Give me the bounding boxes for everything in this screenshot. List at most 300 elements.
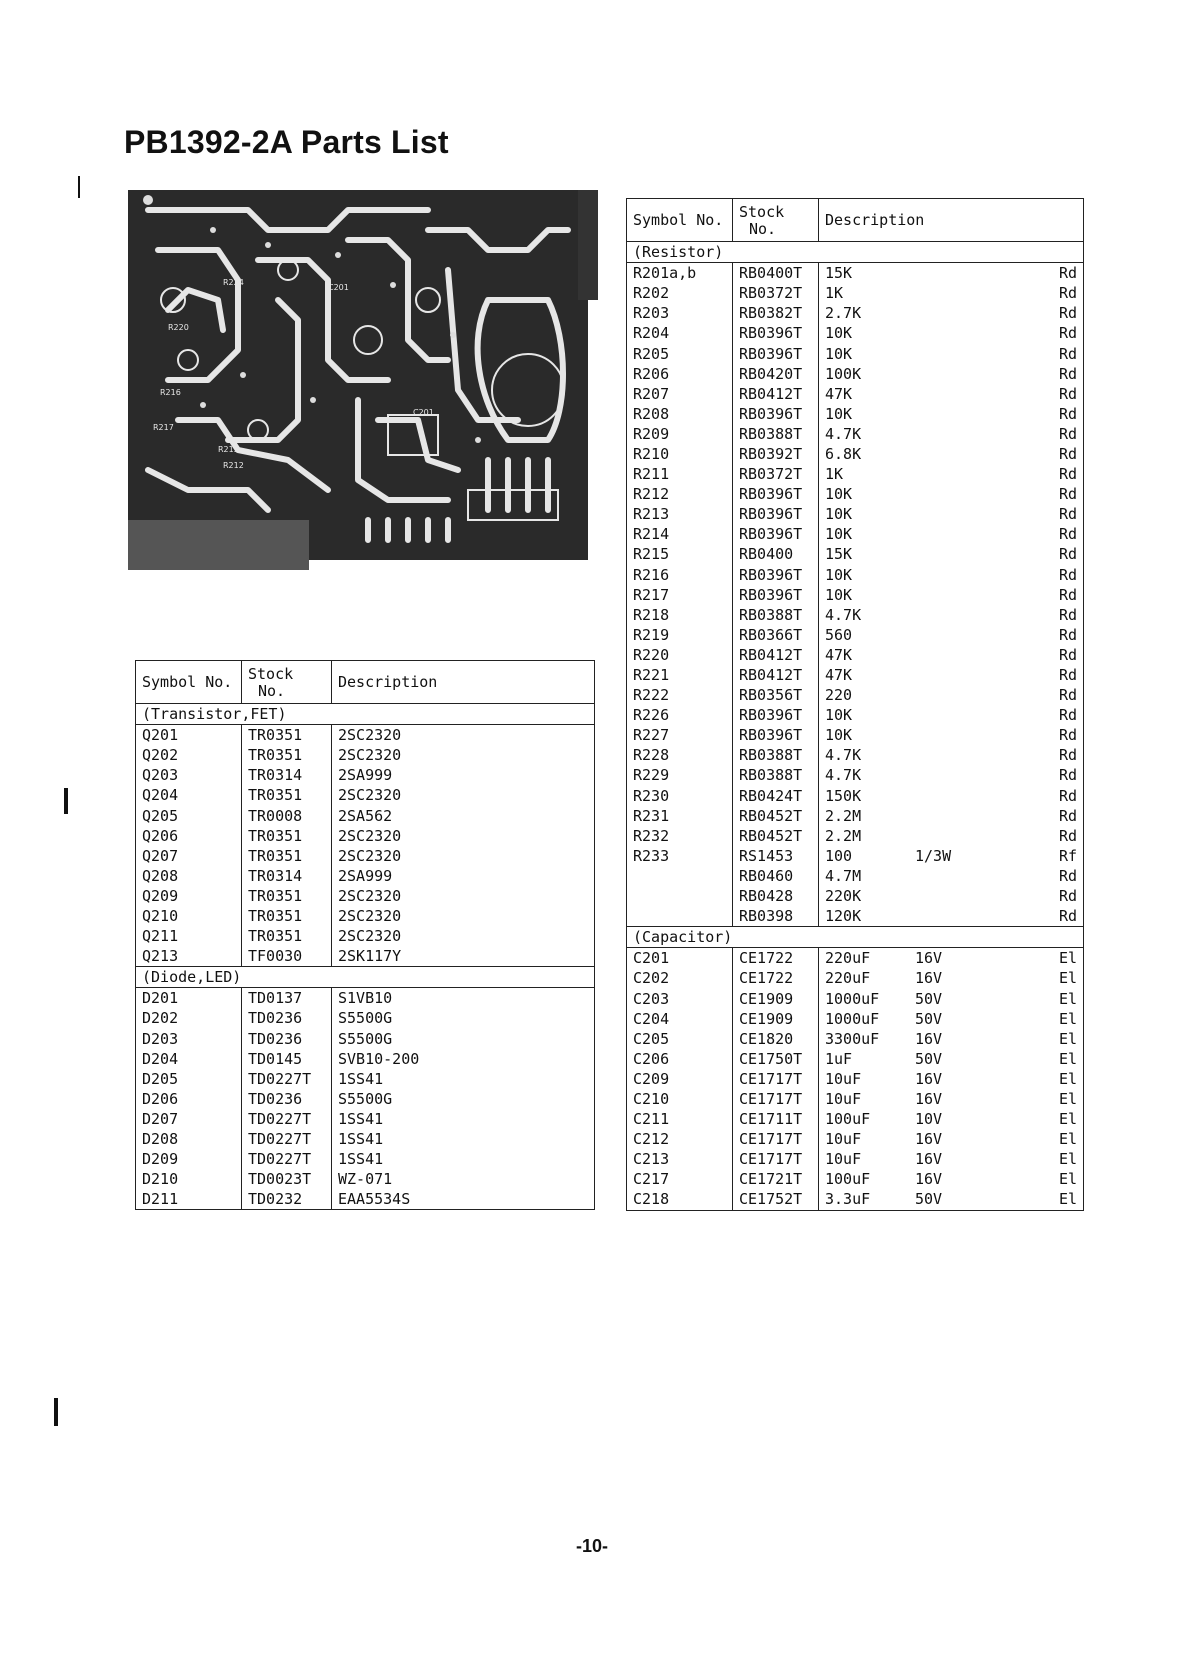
stock-cell: RB0460 [733,866,819,886]
value-text: 560 [825,625,853,644]
stock-cell: TR0351 [242,725,332,746]
symbol-cell: D203 [136,1029,242,1049]
rating-text: 16V [915,1150,943,1169]
symbol-cell: R231 [627,806,733,826]
symbol-cell: R226 [627,705,733,725]
description-cell: S1VB10 [332,988,595,1009]
svg-text:R220: R220 [168,323,189,332]
table-row [627,786,1084,806]
type-code: Rd [1058,384,1077,403]
symbol-cell: R215 [627,544,733,564]
value-text: 10K [825,404,853,423]
table-row [627,283,1084,303]
description-cell: 2SC2320 [332,926,595,946]
stock-cell: RB0382T [733,303,819,323]
description-cell: 2SC2320 [332,906,595,926]
type-code: Rd [1058,907,1077,926]
stock-cell: RB0396T [733,404,819,424]
description-cell [819,544,1084,564]
parts-table-passives [626,198,1084,1211]
table-header-row [136,661,595,704]
rating-text [915,625,1041,645]
rating-text [915,705,1041,725]
rating-text [915,524,1041,544]
type-code: El [1058,1029,1077,1048]
symbol-cell: R230 [627,786,733,806]
rating-text [915,786,1041,806]
scan-mark [54,1398,58,1426]
type-code: El [1058,989,1077,1008]
symbol-cell: D204 [136,1049,242,1069]
type-code: Rd [1058,746,1077,765]
symbol-cell: C211 [627,1109,733,1129]
table-row [627,444,1084,464]
table-row [627,585,1084,605]
rating-text [915,866,1041,886]
table-row [627,404,1084,424]
stock-cell: RB0428 [733,886,819,906]
type-code: El [1058,1069,1077,1088]
symbol-cell: Q206 [136,826,242,846]
table-row [136,1069,595,1089]
table-row [627,1189,1084,1210]
rating-text [915,745,1041,765]
stock-cell: RB0392T [733,444,819,464]
description-cell [819,765,1084,785]
description-cell: 1SS41 [332,1129,595,1149]
symbol-cell: R229 [627,765,733,785]
symbol-cell: R203 [627,303,733,323]
stock-cell: RB0372T [733,283,819,303]
value-text: 100uF [825,1170,871,1189]
stock-cell: RB0400 [733,544,819,564]
group-label: (Capacitor) [627,927,1084,948]
description-cell [819,705,1084,725]
description-cell: 1SS41 [332,1149,595,1169]
description-cell [819,263,1084,284]
stock-cell: RB0396T [733,705,819,725]
rating-text: 50V [915,1049,943,1068]
value-text: 2.2M [825,806,862,825]
value-text: 100K [825,364,862,383]
description-cell [819,988,1084,1008]
type-code: Rd [1058,344,1077,363]
stock-cell: RB0412T [733,384,819,404]
table-row [136,745,595,765]
value-text: 1K [825,465,844,484]
type-code: Rd [1058,404,1077,423]
table-header-row [627,199,1084,242]
symbol-cell: C202 [627,968,733,988]
table-row [627,1129,1084,1149]
symbol-cell [627,866,733,886]
description-cell: EAA5534S [332,1189,595,1210]
symbol-cell: C206 [627,1049,733,1069]
stock-cell: TD0236 [242,1089,332,1109]
type-code: Rd [1058,565,1077,584]
description-cell [819,384,1084,404]
stock-cell: RS1453 [733,846,819,866]
rating-text [915,565,1041,585]
symbol-cell: R218 [627,605,733,625]
stock-cell: CE1717T [733,1089,819,1109]
description-cell [819,1109,1084,1129]
page-title: PB1392-2A Parts List [124,124,449,160]
symbol-cell: Q202 [136,745,242,765]
description-cell [819,1049,1084,1069]
symbol-cell: D205 [136,1069,242,1089]
group-label: (Diode,LED) [136,967,595,988]
description-cell: 1SS41 [332,1109,595,1129]
symbol-cell: R214 [627,524,733,544]
stock-cell: TD0137 [242,988,332,1009]
table-row [136,826,595,846]
symbol-cell: R213 [627,504,733,524]
symbol-cell: C210 [627,1089,733,1109]
symbol-cell: C218 [627,1189,733,1210]
symbol-cell: R219 [627,625,733,645]
type-code: El [1058,1110,1077,1129]
table-row [136,1189,595,1210]
stock-cell: RB0396T [733,343,819,363]
description-cell [819,1129,1084,1149]
symbol-cell: R228 [627,745,733,765]
rating-text [915,464,1041,484]
type-code: Rd [1058,666,1077,685]
description-cell [819,806,1084,826]
value-text: 4.7K [825,746,862,765]
rating-text [915,424,1041,444]
description-cell [819,886,1084,906]
stock-cell: TR0351 [242,926,332,946]
type-code: Rd [1058,585,1077,604]
value-text: 10K [825,344,853,363]
type-code: Rd [1058,706,1077,725]
rating-text: 16V [915,1130,943,1149]
description-cell: 2SC2320 [332,886,595,906]
type-code: Rd [1058,766,1077,785]
value-text: 4.7K [825,766,862,785]
stock-cell: RB0396T [733,725,819,745]
stock-cell: CE1909 [733,988,819,1008]
rating-text [915,585,1041,605]
table-row [627,826,1084,846]
table-row [136,926,595,946]
table-row [136,946,595,967]
stock-cell: RB0366T [733,625,819,645]
table-row [627,765,1084,785]
group-row [136,704,595,725]
stock-cell: TR0314 [242,765,332,785]
rating-text: 16V [915,949,943,968]
table-row [627,1069,1084,1089]
table-row [136,785,595,805]
scan-mark [64,788,68,814]
rating-text [915,605,1041,625]
table-row [136,1169,595,1189]
value-text: 3300uF [825,1029,880,1048]
stock-cell: CE1820 [733,1029,819,1049]
description-cell [819,968,1084,988]
description-cell [819,1009,1084,1029]
svg-text:R215: R215 [218,445,239,454]
rating-text [915,323,1041,343]
stock-cell: TR0314 [242,866,332,886]
group-label: (Resistor) [627,242,1084,263]
value-text: 2.7K [825,304,862,323]
stock-cell: CE1750T [733,1049,819,1069]
rating-text [915,364,1041,384]
rating-text: 16V [915,1170,943,1189]
value-text: 1000uF [825,989,880,1008]
description-cell: 1SS41 [332,1069,595,1089]
rating-text: 16V [915,969,943,988]
rating-text [915,806,1041,826]
header-description: Description [819,199,1084,242]
description-cell [819,906,1084,927]
description-cell: 2SK117Y [332,946,595,967]
symbol-cell: C203 [627,988,733,1008]
rating-text [915,504,1041,524]
rating-text [915,725,1041,745]
rating-text: 16V [915,1069,943,1088]
symbol-cell: R216 [627,565,733,585]
description-cell: S5500G [332,1008,595,1028]
rating-text [915,544,1041,564]
value-text: 1uF [825,1049,853,1068]
stock-cell: TR0351 [242,906,332,926]
stock-cell: RB0396T [733,484,819,504]
table-row [627,364,1084,384]
stock-cell: CE1752T [733,1189,819,1210]
svg-text:R212: R212 [223,461,244,470]
table-row [627,323,1084,343]
stock-cell: TD0236 [242,1029,332,1049]
stock-cell: TR0351 [242,745,332,765]
table-row [627,1089,1084,1109]
table-row [627,1109,1084,1129]
value-text: 120K [825,907,862,926]
description-cell [819,404,1084,424]
stock-cell: RB0388T [733,605,819,625]
rating-text: 16V [915,1029,943,1048]
value-text: 1000uF [825,1009,880,1028]
stock-cell: RB0356T [733,685,819,705]
rating-text [915,444,1041,464]
table-row [627,484,1084,504]
stock-cell: RB0396T [733,524,819,544]
symbol-cell: R232 [627,826,733,846]
table-row [627,343,1084,363]
symbol-cell: R209 [627,424,733,444]
rating-text [915,283,1041,303]
rating-text: 16V [915,1089,943,1108]
value-text: 1K [825,284,844,303]
rating-text: 1/3W [915,846,952,865]
rating-text [915,886,1041,906]
stock-cell: RB0396T [733,504,819,524]
header-symbol: Symbol No. [136,661,242,704]
type-code: Rd [1058,726,1077,745]
symbol-cell: Q201 [136,725,242,746]
value-text: 10K [825,324,853,343]
type-code: Rd [1058,304,1077,323]
symbol-cell: Q211 [136,926,242,946]
table-row [627,705,1084,725]
table-row [136,805,595,825]
table-row [627,504,1084,524]
table-row [136,1029,595,1049]
table-row [627,685,1084,705]
type-code: Rd [1058,465,1077,484]
type-code: Rd [1058,625,1077,644]
stock-cell: TR0351 [242,826,332,846]
stock-cell: TR0351 [242,785,332,805]
symbol-cell: D209 [136,1149,242,1169]
symbol-cell: Q204 [136,785,242,805]
rating-text [915,685,1041,705]
table-row [627,303,1084,323]
table-row [627,846,1084,866]
table-row [627,948,1084,969]
description-cell: 2SC2320 [332,725,595,746]
value-text: 220 [825,686,853,705]
symbol-cell: R208 [627,404,733,424]
value-text: 10uF [825,1150,862,1169]
value-text: 10K [825,706,853,725]
type-code: Rd [1058,605,1077,624]
description-cell [819,1189,1084,1210]
stock-cell: RB0372T [733,464,819,484]
table-row [136,906,595,926]
table-row [627,1029,1084,1049]
table-row [627,565,1084,585]
stock-cell: CE1721T [733,1169,819,1189]
stock-cell: TF0030 [242,946,332,967]
description-cell [819,343,1084,363]
table-row [136,1129,595,1149]
value-text: 220uF [825,969,871,988]
table-row [136,846,595,866]
rating-text [915,303,1041,323]
value-text: 10uF [825,1069,862,1088]
table-row [627,968,1084,988]
value-text: 100uF [825,1110,871,1129]
type-code: El [1058,1049,1077,1068]
type-code: Rd [1058,866,1077,885]
svg-text:R216: R216 [160,388,181,397]
rating-text: 10V [915,1110,943,1129]
table-row [627,988,1084,1008]
description-cell: 2SC2320 [332,745,595,765]
description-cell [819,685,1084,705]
description-cell [819,605,1084,625]
table-row [136,866,595,886]
table-row [627,424,1084,444]
table-row [627,906,1084,927]
description-cell: S5500G [332,1089,595,1109]
stock-cell: CE1722 [733,968,819,988]
rating-text [915,484,1041,504]
description-cell: 2SA999 [332,866,595,886]
svg-text:R224: R224 [223,278,244,287]
description-cell [819,524,1084,544]
value-text: 150K [825,786,862,805]
description-cell [819,303,1084,323]
symbol-cell: D201 [136,988,242,1009]
value-text: 15K [825,545,853,564]
table-row [627,665,1084,685]
symbol-cell: Q210 [136,906,242,926]
description-cell [819,826,1084,846]
table-row [136,1109,595,1129]
symbol-cell: Q207 [136,846,242,866]
value-text: 47K [825,384,853,403]
scan-mark [78,176,80,198]
table-row [136,765,595,785]
header-symbol: Symbol No. [627,199,733,242]
type-code: Rd [1058,364,1077,383]
symbol-cell: R207 [627,384,733,404]
rating-text [915,263,1041,283]
symbol-cell: R227 [627,725,733,745]
stock-cell: CE1717T [733,1129,819,1149]
symbol-cell: C212 [627,1129,733,1149]
symbol-cell: R233 [627,846,733,866]
table-row [627,524,1084,544]
type-code: Rd [1058,264,1077,283]
value-text: 100 [825,846,853,865]
symbol-cell: R217 [627,585,733,605]
value-text: 10K [825,585,853,604]
value-text: 10K [825,505,853,524]
description-cell [819,1069,1084,1089]
table-row [627,645,1084,665]
description-cell [819,464,1084,484]
table-row [627,866,1084,886]
type-code: Rd [1058,826,1077,845]
symbol-cell: R212 [627,484,733,504]
table-row [627,725,1084,745]
stock-cell: TD0227T [242,1069,332,1089]
stock-cell: TD0227T [242,1129,332,1149]
symbol-cell: R202 [627,283,733,303]
symbol-cell: R206 [627,364,733,384]
stock-cell: RB0412T [733,645,819,665]
value-text: 47K [825,666,853,685]
description-cell [819,323,1084,343]
table-row [627,544,1084,564]
value-text: 220uF [825,949,871,968]
stock-cell: TD0145 [242,1049,332,1069]
stock-cell: RB0424T [733,786,819,806]
symbol-cell: R221 [627,665,733,685]
description-cell [819,625,1084,645]
description-cell [819,585,1084,605]
group-label: (Transistor,FET) [136,704,595,725]
symbol-cell: R201a,b [627,263,733,284]
rating-text [915,906,1041,926]
stock-cell: CE1717T [733,1149,819,1169]
description-cell: WZ-071 [332,1169,595,1189]
stock-cell: TR0008 [242,805,332,825]
value-text: 10K [825,726,853,745]
group-row [627,242,1084,263]
header-stock: Stock No. [733,199,819,242]
symbol-cell: C209 [627,1069,733,1089]
svg-text:C201: C201 [413,408,434,417]
stock-cell: TR0351 [242,886,332,906]
